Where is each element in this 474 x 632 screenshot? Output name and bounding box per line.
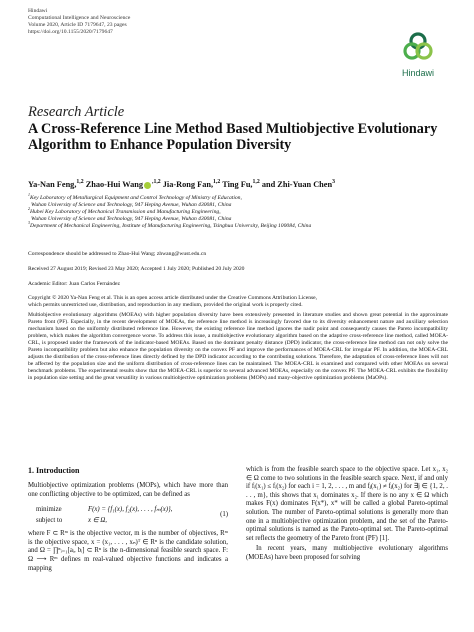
affiliation-line: Hubei Key Laboratory of Mechanical Transmission and Manufacturing Engineering, — [29, 209, 221, 216]
paper-title: A Cross-Reference Line Method Based Multiobjective Evolutionary Algorithm to Enhance Population Diversity — [28, 121, 438, 153]
academic-editor: Academic Editor: Juan Carlos Fernández — [28, 281, 120, 287]
author-name: Ya-Nan Feng, — [28, 180, 77, 189]
hindawi-logo-icon — [403, 32, 433, 62]
volume-info: Volume 2020, Article ID 7179647, 23 pages — [28, 22, 127, 28]
eq-subject-label: subject to — [36, 517, 63, 525]
body-paragraph: In recent years, many multiobjective evolutionary algorithms (MOEAs) have been proposed for solving — [246, 545, 448, 561]
correspondence: Correspondence should be addressed to Zhao-Hui Wang; zhwang@wust.edu.cn — [28, 251, 207, 257]
publisher-name: Hindawi — [28, 8, 48, 14]
affiliation-line: Wuhan University of Science and Technology, 947 Heping Avenue, Wuhan 430081, China — [31, 216, 232, 223]
body-column-right — [246, 466, 448, 563]
author-name: Zhao-Hui Wang — [85, 180, 143, 189]
affiliation-num: 2 — [28, 207, 30, 212]
copyright-notice — [28, 295, 448, 309]
author-sup: 1,2 — [76, 179, 84, 186]
author-name: Jia-Rong Fan, — [162, 180, 214, 189]
author-name: and Zhi-Yuan Chen — [261, 180, 333, 189]
affiliation-line: Department of Mechanical Engineering, Institute of Manufacturing Engineering, Tsinghua University, Beijing 100084, China — [29, 223, 312, 230]
affiliation-2 — [28, 209, 448, 223]
journal-header — [28, 8, 130, 36]
body-paragraph: which is from the feasible search space to the objective space. Let x₁, x₂ ∈ Ω come to two solutions in the feasible search space. Next, if and only if fᵢ(x₁) ≤ fᵢ(x₂) for each i = 1, 2, . . . , m and fⱼ(x₁) ≠ fⱼ(x₂) for ∃j ∈ {1, 2, . . . , m}, this shows that x₁ dominates x₂. If there is no any x ∈ Ω which makes F(x) dominates F(x*), x* will be called a global Pareto-optimal solution. The number of Pareto-optimal solutions is generally more than one in a multiobjective optimization problem, and the set of the Pareto-optimal solutions is named as the Pareto-optimal set. The Pareto-optimal set reflects the geometry of the Pareto front (PF) [1]. — [246, 466, 448, 542]
journal-name: Computational Intelligence and Neuroscience — [28, 15, 131, 21]
orcid-icon[interactable] — [144, 182, 151, 189]
eq-number: (1) — [220, 511, 228, 519]
copyright-line: which permits unrestricted use, distribution, and reproduction in any medium, provided the original work is properly cited. — [28, 302, 303, 309]
article-dates: Received 27 August 2019; Revised 23 May 2020; Accepted 1 July 2020; Published 20 July 2020 — [28, 266, 245, 272]
body-paragraph: where F ⊂ Rᵐ is the objective vector, m is the number of objectives, Rᵐ is the objective space, x = (x₁, . . . , xₙ)ᵀ ∈ Rⁿ is the candidate solution, and Ω = ∏ⁿᵢ₌₁[aᵢ, bᵢ] ⊂ Rⁿ is the n-dimensional feasible search space. F: Ω ⟶ Rᵐ defines m real-valued objective functions and indicates a mapping — [28, 530, 228, 572]
author-name: Ting Fu, — [222, 180, 253, 189]
eq-subject-expr: x ∈ Ω, — [88, 517, 107, 525]
equation-1 — [28, 502, 228, 528]
copyright-line: Copyright © 2020 Ya-Nan Feng et al. This is an open access article distributed under the Creative Commons Attribution License, — [28, 295, 318, 301]
affiliation-num: 3 — [28, 221, 30, 226]
author-sup: 3 — [332, 179, 336, 186]
article-type: Research Article — [28, 104, 125, 120]
affiliation-line: Wuhan University of Science and Technology, 947 Heping Avenue, Wuhan 430081, China — [31, 202, 232, 209]
doi-link[interactable]: https://doi.org/10.1155/2020/7179647 — [28, 29, 113, 35]
author-sup: ,1,2 — [152, 179, 161, 186]
body-column-left — [28, 482, 228, 573]
affiliation-num: 1 — [28, 193, 30, 198]
affiliation-1 — [28, 193, 448, 212]
affiliation-line: Key Laboratory of Metallurgical Equipment and Control Technology of Ministry of Education, — [29, 195, 242, 201]
eq-minimize-expr: F(x) = {f₁(x), f₂(x), . . . , fₘ(x)}, — [88, 506, 173, 514]
hindawi-logo — [392, 32, 444, 78]
affiliations — [28, 195, 448, 230]
eq-minimize-label: minimize — [36, 506, 62, 514]
body-paragraph: Multiobjective optimization problems (MOPs), which have more than one conflicting objective to be optimized, can be defined as — [28, 482, 228, 498]
author-sup: 1,2 — [213, 179, 221, 186]
author-list — [28, 180, 335, 189]
author-sup: 1,2 — [252, 179, 260, 186]
section-heading: 1. Introduction — [28, 466, 80, 475]
logo-wordmark: Hindawi — [401, 68, 434, 78]
abstract: Multiobjective evolutionary algorithms (MOEAs) with higher population diversity have been extensively presented in literature studies and shown great potential in the approximate Pareto front (PF). Especially, in the recent development of MOEAs, the reference line method is increasingly favored due to its diversity enhancement nature and auxiliary selection mechanism based on the uniformly distributed reference line. However, the existing reference line method ignores the nadir point and consequently causes the Pareto incompatibility problem, which makes the algorithm convergence worse. To address this issue, a multiobjective evolutionary algorithm based on the adaptive cross-reference line method, called MOEA-CRL, is proposed under the framework of the indicator-based MOEAs. Based on the dominant penalty distance (DPD) indicator, the cross-reference line method can not only solve the Pareto incompatibility problem but also enhance the population diversity on the convex PF and improve the performances of MOEA-CRL for irregular PF. In addition, the MOEA-CRL adjusts the distribution of the cross-reference lines directly defined by the DPD indicator according to the contributing solutions. Therefore, the adaptation of cross-reference lines will not be affected by the population size and the uniform distribution of cross-reference lines can be maintained. The MOEA-CRL is examined and compared with other MOEAs on several benchmark problems. The experimental results show that the MOEA-CRL is superior to several advanced MOEAs, especially on the convex PF. The MOEA-CRL exhibits the flexibility in population size setting and the great versatility in various multiobjective optimization problems (MOPs) and many-objective optimization problems (MaOPs). — [28, 312, 448, 382]
affiliation-3 — [28, 223, 448, 230]
